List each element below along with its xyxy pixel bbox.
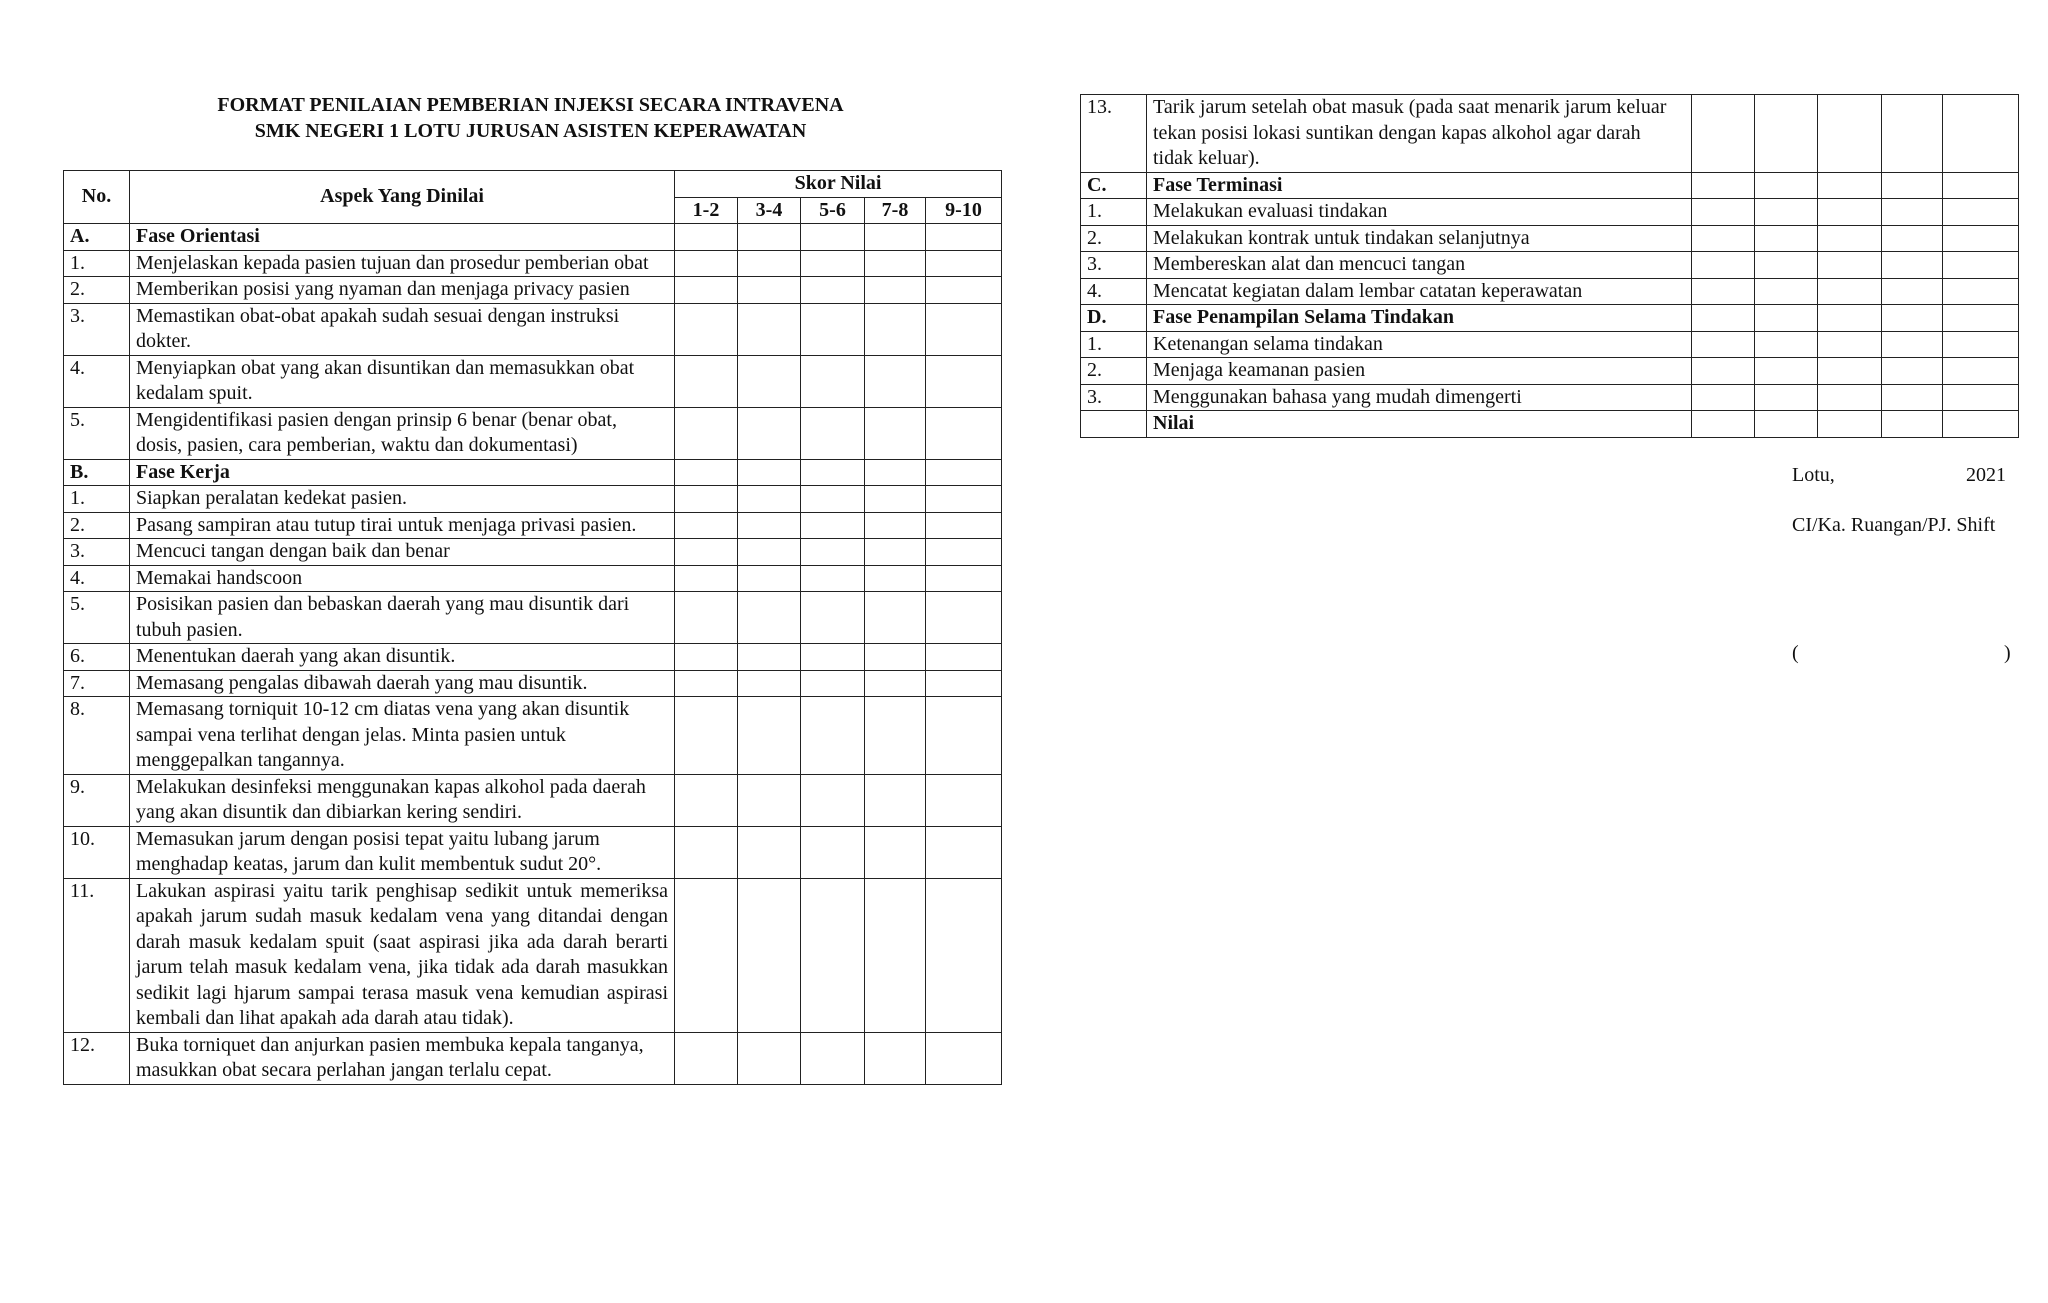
score-cell[interactable] [1755,358,1818,385]
row-number: D. [1081,305,1147,332]
score-cell[interactable] [1818,95,1882,173]
title-line-2: SMK NEGERI 1 LOTU JURUSAN ASISTEN KEPERAWATAN [254,120,807,142]
score-cell[interactable] [738,486,801,513]
assessment-table-right [1080,94,2019,438]
score-cell[interactable] [738,459,801,486]
score-cell[interactable] [1692,225,1755,252]
table-header-row [64,171,1002,198]
right-table-body [1081,95,2019,438]
aspect-text: Memastikan obat-obat apakah sudah sesuai dengan instruksi dokter. [130,303,675,355]
score-cell[interactable] [801,355,865,407]
score-cell[interactable] [1818,225,1882,252]
score-cell[interactable] [675,407,738,459]
aspect-text: Memberikan posisi yang nyaman dan menjaga privacy pasien [130,277,675,304]
row-number: 5. [64,592,130,644]
score-cell[interactable] [738,878,801,1032]
score-cell[interactable] [1943,199,2019,226]
score-cell[interactable] [738,565,801,592]
score-cell[interactable] [926,774,1002,826]
score-cell[interactable] [738,539,801,566]
score-cell[interactable] [865,512,926,539]
row-number: 11. [64,878,130,1032]
aspect-text: Menyiapkan obat yang akan disuntikan dan memasukkan obat kedalam spuit. [130,355,675,407]
table-row [64,644,1002,671]
score-cell[interactable] [865,592,926,644]
score-cell[interactable] [926,250,1002,277]
aspect-text: Ketenangan selama tindakan [1147,331,1692,358]
score-cell[interactable] [801,486,865,513]
score-cell[interactable] [865,670,926,697]
aspect-text: Lakukan aspirasi yaitu tarik penghisap sedikit untuk memeriksa apakah jarum sudah masuk kedalam vena yang ditandai dengan darah masuk kedalam spuit (saat aspirasi jika ada darah berarti jarum telah masuk kedalam vena, jika tidak ada darah masukkan sedikit lagi hjarum sampai terasa masuk vena kemudian aspirasi kembali dan lihat apakah ada darah atau tidak). [130,878,675,1032]
table-row [64,486,1002,513]
score-cell[interactable] [865,774,926,826]
title-line-1: FORMAT PENILAIAN PEMBERIAN INJEKSI SECARA INTRAVENA [217,94,844,116]
score-cell[interactable] [738,277,801,304]
score-cell[interactable] [1692,411,1755,438]
signature-close-paren: ) [2004,642,2011,664]
row-number: 9. [64,774,130,826]
score-cell[interactable] [1882,384,1943,411]
signature-place: Lotu, [1792,464,1835,486]
aspect-text: Memakai handscoon [130,565,675,592]
score-cell[interactable] [675,592,738,644]
score-cell[interactable] [675,644,738,671]
table-row [1081,278,2019,305]
table-row [64,355,1002,407]
row-number [1081,411,1147,438]
score-cell[interactable] [801,878,865,1032]
row-number: 3. [1081,252,1147,279]
aspect-text: Memasang pengalas dibawah daerah yang mau disuntik. [130,670,675,697]
score-cell[interactable] [1755,252,1818,279]
score-cell[interactable] [865,486,926,513]
score-cell[interactable] [738,697,801,775]
score-cell[interactable] [1943,172,2019,199]
header-skor: Skor Nilai [675,171,1002,198]
score-cell[interactable] [865,878,926,1032]
row-number: 3. [64,303,130,355]
score-cell[interactable] [926,355,1002,407]
score-cell[interactable] [1943,305,2019,332]
score-cell[interactable] [865,697,926,775]
score-cell[interactable] [801,250,865,277]
score-cell[interactable] [1818,331,1882,358]
score-cell[interactable] [926,565,1002,592]
score-cell[interactable] [1943,411,2019,438]
table-row [1081,95,2019,173]
table-row [64,592,1002,644]
score-cell[interactable] [865,565,926,592]
score-cell[interactable] [801,826,865,878]
score-cell[interactable] [926,486,1002,513]
score-cell[interactable] [926,224,1002,251]
score-cell[interactable] [675,224,738,251]
aspect-text: Mencuci tangan dengan baik dan benar [130,539,675,566]
score-cell[interactable] [675,512,738,539]
table-row [64,670,1002,697]
score-cell[interactable] [1818,252,1882,279]
score-cell[interactable] [675,774,738,826]
aspect-text: Buka torniquet dan anjurkan pasien membuka kepala tanganya, masukkan obat secara perlahan jangan terlalu cepat. [130,1032,675,1084]
score-cell[interactable] [1692,172,1755,199]
score-cell[interactable] [865,459,926,486]
signature-year: 2021 [1966,464,2006,486]
row-number: B. [64,459,130,486]
score-cell[interactable] [738,644,801,671]
row-number: 6. [64,644,130,671]
header-aspek: Aspek Yang Dinilai [130,171,675,224]
row-number: 3. [64,539,130,566]
signature-open-paren: ( [1792,642,1799,664]
score-cell[interactable] [1818,411,1882,438]
score-cell[interactable] [926,1032,1002,1084]
section-row [1081,305,2019,332]
score-cell[interactable] [801,512,865,539]
score-cell[interactable] [1818,305,1882,332]
table-row [1081,225,2019,252]
table-row [64,826,1002,878]
score-cell[interactable] [1692,358,1755,385]
score-cell[interactable] [738,774,801,826]
score-cell[interactable] [1943,225,2019,252]
table-row [1081,358,2019,385]
score-cell[interactable] [1882,225,1943,252]
table-row [64,277,1002,304]
row-number: 4. [64,355,130,407]
score-cell[interactable] [1692,95,1755,173]
score-cell[interactable] [865,250,926,277]
row-number: 8. [64,697,130,775]
table-row [64,697,1002,775]
score-cell[interactable] [675,539,738,566]
score-cell[interactable] [1755,199,1818,226]
score-cell[interactable] [926,592,1002,644]
score-cell[interactable] [1755,331,1818,358]
score-cell[interactable] [738,355,801,407]
score-cell[interactable] [1943,358,2019,385]
score-cell[interactable] [801,644,865,671]
score-cell[interactable] [801,224,865,251]
score-cell[interactable] [1692,331,1755,358]
score-cell[interactable] [801,670,865,697]
section-title: Fase Kerja [130,459,675,486]
score-cell[interactable] [801,303,865,355]
score-cell[interactable] [738,670,801,697]
aspect-text: Melakukan kontrak untuk tindakan selanjutnya [1147,225,1692,252]
aspect-text: Memasang torniquit 10-12 cm diatas vena yang akan disuntik sampai vena terlihat dengan jelas. Minta pasien untuk menggepalkan tangannya. [130,697,675,775]
score-cell[interactable] [926,407,1002,459]
score-cell[interactable] [1692,278,1755,305]
score-cell[interactable] [675,250,738,277]
aspect-text: Menentukan daerah yang akan disuntik. [130,644,675,671]
score-cell[interactable] [1882,95,1943,173]
aspect-text: Menjelaskan kepada pasien tujuan dan prosedur pemberian obat [130,250,675,277]
score-cell[interactable] [738,512,801,539]
row-number: 12. [64,1032,130,1084]
aspect-text: Melakukan desinfeksi menggunakan kapas alkohol pada daerah yang akan disuntik dan dibiarkan kering sendiri. [130,774,675,826]
row-number: 4. [64,565,130,592]
row-number: 13. [1081,95,1147,173]
score-cell[interactable] [801,539,865,566]
row-number: 1. [64,486,130,513]
score-range-header: 7-8 [865,197,926,224]
score-cell[interactable] [926,303,1002,355]
score-cell[interactable] [675,697,738,775]
score-cell[interactable] [1818,358,1882,385]
aspect-text: Pasang sampiran atau tutup tirai untuk menjaga privasi pasien. [130,512,675,539]
table-row [64,774,1002,826]
aspect-text: Mengidentifikasi pasien dengan prinsip 6 benar (benar obat, dosis, pasien, cara pemberian, waktu dan dokumentasi) [130,407,675,459]
score-cell[interactable] [738,1032,801,1084]
score-cell[interactable] [675,277,738,304]
table-row [1081,199,2019,226]
table-row [64,303,1002,355]
score-cell[interactable] [1692,384,1755,411]
row-number: 5. [64,407,130,459]
score-range-header: 3-4 [738,197,801,224]
section-title: Fase Terminasi [1147,172,1692,199]
score-cell[interactable] [865,644,926,671]
score-cell[interactable] [801,277,865,304]
score-cell[interactable] [1692,199,1755,226]
score-cell[interactable] [865,407,926,459]
score-cell[interactable] [675,355,738,407]
section-row [64,224,1002,251]
score-range-header: 9-10 [926,197,1002,224]
document-title [63,92,998,144]
table-row [64,539,1002,566]
row-number: 3. [1081,384,1147,411]
score-cell[interactable] [865,539,926,566]
score-cell[interactable] [801,459,865,486]
score-cell[interactable] [1818,278,1882,305]
score-cell[interactable] [926,697,1002,775]
score-cell[interactable] [1692,305,1755,332]
aspect-text: Memasukan jarum dengan posisi tepat yaitu lubang jarum menghadap keatas, jarum dan kulit membentuk sudut 20°. [130,826,675,878]
score-cell[interactable] [1882,358,1943,385]
table-row [64,407,1002,459]
score-cell[interactable] [675,303,738,355]
score-cell[interactable] [1882,252,1943,279]
score-cell[interactable] [1755,225,1818,252]
score-cell[interactable] [926,878,1002,1032]
table-row [64,250,1002,277]
score-cell[interactable] [801,592,865,644]
score-cell[interactable] [1755,278,1818,305]
score-cell[interactable] [675,670,738,697]
score-cell[interactable] [1818,199,1882,226]
row-number: 7. [64,670,130,697]
score-cell[interactable] [926,277,1002,304]
assessment-table-left [63,170,1002,1085]
score-cell[interactable] [1882,305,1943,332]
row-number: 1. [1081,331,1147,358]
score-cell[interactable] [1692,252,1755,279]
table-row [64,1032,1002,1084]
section-row [1081,172,2019,199]
score-cell[interactable] [738,224,801,251]
row-number: 2. [64,512,130,539]
score-cell[interactable] [865,355,926,407]
table-row [1081,384,2019,411]
row-number: 2. [1081,358,1147,385]
score-cell[interactable] [1943,384,2019,411]
score-cell[interactable] [926,644,1002,671]
aspect-text: Posisikan pasien dan bebaskan daerah yang mau disuntik dari tubuh pasien. [130,592,675,644]
score-cell[interactable] [738,592,801,644]
score-cell[interactable] [675,565,738,592]
row-number: 10. [64,826,130,878]
table-row [1081,252,2019,279]
score-cell[interactable] [1755,384,1818,411]
score-cell[interactable] [926,826,1002,878]
score-cell[interactable] [738,407,801,459]
score-cell[interactable] [1818,172,1882,199]
score-cell[interactable] [926,512,1002,539]
score-cell[interactable] [1943,331,2019,358]
score-cell[interactable] [1882,199,1943,226]
signature-role: CI/Ka. Ruangan/PJ. Shift [1792,514,1996,536]
aspect-text: Tarik jarum setelah obat masuk (pada saat menarik jarum keluar tekan posisi lokasi suntikan dengan kapas alkohol agar darah tidak keluar). [1147,95,1692,173]
score-cell[interactable] [926,459,1002,486]
score-cell[interactable] [801,1032,865,1084]
score-cell[interactable] [926,670,1002,697]
section-title: Fase Penampilan Selama Tindakan [1147,305,1692,332]
score-range-header: 5-6 [801,197,865,224]
score-cell[interactable] [1755,305,1818,332]
row-number: A. [64,224,130,251]
score-cell[interactable] [1882,278,1943,305]
score-cell[interactable] [865,224,926,251]
section-title: Nilai [1147,411,1692,438]
score-cell[interactable] [738,826,801,878]
row-number: 1. [1081,199,1147,226]
score-cell[interactable] [675,826,738,878]
row-number: 2. [64,277,130,304]
aspect-text: Melakukan evaluasi tindakan [1147,199,1692,226]
aspect-text: Menjaga keamanan pasien [1147,358,1692,385]
row-number: 4. [1081,278,1147,305]
score-cell[interactable] [1755,411,1818,438]
score-cell[interactable] [801,774,865,826]
score-range-header: 1-2 [675,197,738,224]
score-cell[interactable] [1755,95,1818,173]
score-cell[interactable] [675,878,738,1032]
score-cell[interactable] [1882,411,1943,438]
score-cell[interactable] [675,486,738,513]
row-number: 2. [1081,225,1147,252]
aspect-text: Membereskan alat dan mencuci tangan [1147,252,1692,279]
score-cell[interactable] [865,303,926,355]
score-cell[interactable] [1943,95,2019,173]
score-cell[interactable] [738,250,801,277]
score-cell[interactable] [865,826,926,878]
table-row [1081,331,2019,358]
score-cell[interactable] [865,277,926,304]
score-cell[interactable] [801,407,865,459]
aspect-text: Menggunakan bahasa yang mudah dimengerti [1147,384,1692,411]
score-cell[interactable] [1882,172,1943,199]
score-cell[interactable] [675,459,738,486]
score-cell[interactable] [801,565,865,592]
section-row [1081,411,2019,438]
score-cell[interactable] [926,539,1002,566]
score-cell[interactable] [1943,252,2019,279]
section-row [64,459,1002,486]
score-cell[interactable] [1755,172,1818,199]
row-number: 1. [64,250,130,277]
aspect-text: Siapkan peralatan kedekat pasien. [130,486,675,513]
score-cell[interactable] [1882,331,1943,358]
score-cell[interactable] [865,1032,926,1084]
table-row [64,878,1002,1032]
header-no: No. [64,171,130,224]
score-cell[interactable] [1943,278,2019,305]
left-table-body [64,224,1002,1085]
score-cell[interactable] [738,303,801,355]
score-cell[interactable] [801,697,865,775]
row-number: C. [1081,172,1147,199]
section-title: Fase Orientasi [130,224,675,251]
table-row [64,512,1002,539]
score-cell[interactable] [1818,384,1882,411]
score-cell[interactable] [675,1032,738,1084]
table-row [64,565,1002,592]
aspect-text: Mencatat kegiatan dalam lembar catatan keperawatan [1147,278,1692,305]
